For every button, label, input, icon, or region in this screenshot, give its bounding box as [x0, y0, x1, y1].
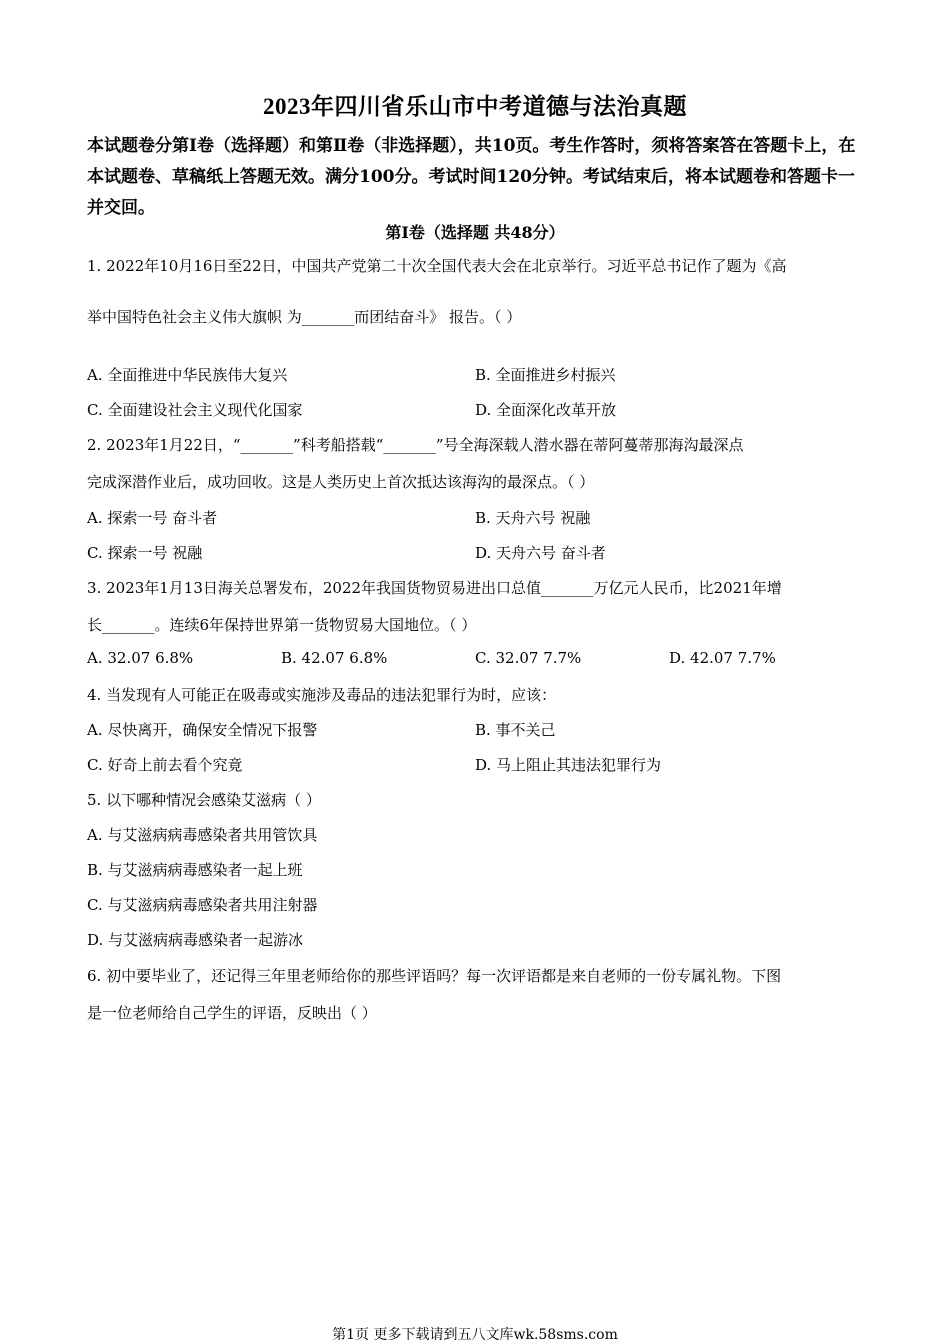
question-4-option-c: C. 好奇上前去看个究竟: [87, 756, 243, 774]
question-2-option-c: C. 探索一号 祝融: [87, 544, 203, 562]
question-4-stem: 4. 当发现有人可能正在吸毒或实施涉及毒品的违法犯罪行为时，应该：: [87, 686, 557, 704]
question-3-option-d: D. 42.07 7.7%: [669, 649, 776, 667]
question-3-option-c: C. 32.07 7.7%: [475, 649, 582, 667]
question-5-option-a: A. 与艾滋病病毒感染者共用管饮具: [87, 826, 318, 844]
question-3-stem-line-1: 3. 2023年1月13日海关总署发布，2022年我国货物贸易进出口总值_______万亿元人民币，比2021年增: [87, 579, 782, 597]
page-footer: 第1页 更多下载请到五八文库wk.58sms.com: [332, 1327, 618, 1343]
exam-instructions: 本试题卷分第Ⅰ卷（选择题）和第Ⅱ卷（非选择题），共10页。考生作答时，须将答案答在答题卡上，在本试题卷、草稿纸上答题无效。满分100分。考试时间120分钟。考试结束后，将本试题卷和答题卡一并交回。: [87, 136, 856, 218]
question-4-option-a: A. 尽快离开，确保安全情况下报警: [87, 721, 318, 739]
question-5-option-b: B. 与艾滋病病毒感染者一起上班: [87, 861, 303, 879]
question-2-stem-line-2: 完成深潜作业后，成功回收。这是人类历史上首次抵达该海沟的最深点。（ ）: [87, 473, 595, 491]
question-1-option-a: A. 全面推进中华民族伟大复兴: [87, 366, 288, 384]
section-title: 第Ⅰ卷（选择题 共48分）: [385, 223, 565, 242]
question-5-stem: 5. 以下哪种情况会感染艾滋病（ ）: [87, 791, 321, 809]
question-2-option-d: D. 天舟六号 奋斗者: [475, 544, 606, 562]
question-3-option-b: B. 42.07 6.8%: [281, 649, 388, 667]
question-5-option-c: C. 与艾滋病病毒感染者共用注射器: [87, 896, 318, 914]
question-2-option-b: B. 天舟六号 祝融: [475, 509, 591, 527]
question-6-stem-line-1: 6. 初中要毕业了，还记得三年里老师给你的那些评语吗？每一次评语都是来自老师的一份专属礼物。下图: [87, 967, 782, 985]
question-4-option-b: B. 事不关己: [475, 721, 556, 739]
question-1-option-c: C. 全面建设社会主义现代化国家: [87, 401, 303, 419]
page-title: 2023年四川省乐山市中考道德与法治真题: [263, 94, 687, 119]
question-5-option-d: D. 与艾滋病病毒感染者一起游冰: [87, 931, 304, 949]
question-2-option-a: A. 探索一号 奋斗者: [87, 509, 218, 527]
question-1-option-b: B. 全面推进乡村振兴: [475, 366, 616, 384]
question-4-option-d: D. 马上阻止其违法犯罪行为: [475, 756, 662, 774]
question-6-stem-line-2: 是一位老师给自己学生的评语，反映出（ ）: [87, 1004, 377, 1022]
question-3-stem-line-2: 长_______。连续6年保持世界第一货物贸易大国地位。（ ）: [87, 616, 477, 634]
question-1-stem-line-2: 举中国特色社会主义伟大旗帜 为_______而团结奋斗》 报告。（ ）: [87, 308, 522, 326]
question-2-stem-line-1: 2. 2023年1月22日，“_______”科考船搭载“_______”号全海深载人潜水器在蒂阿蔓蒂那海沟最深点: [87, 436, 744, 454]
question-1-option-d: D. 全面深化改革开放: [475, 401, 617, 419]
question-1-stem-line-1: 1. 2022年10月16日至22日，中国共产党第二十次全国代表大会在北京举行。习近平总书记作了题为《高: [87, 257, 787, 275]
question-3-option-a: A. 32.07 6.8%: [87, 649, 194, 667]
